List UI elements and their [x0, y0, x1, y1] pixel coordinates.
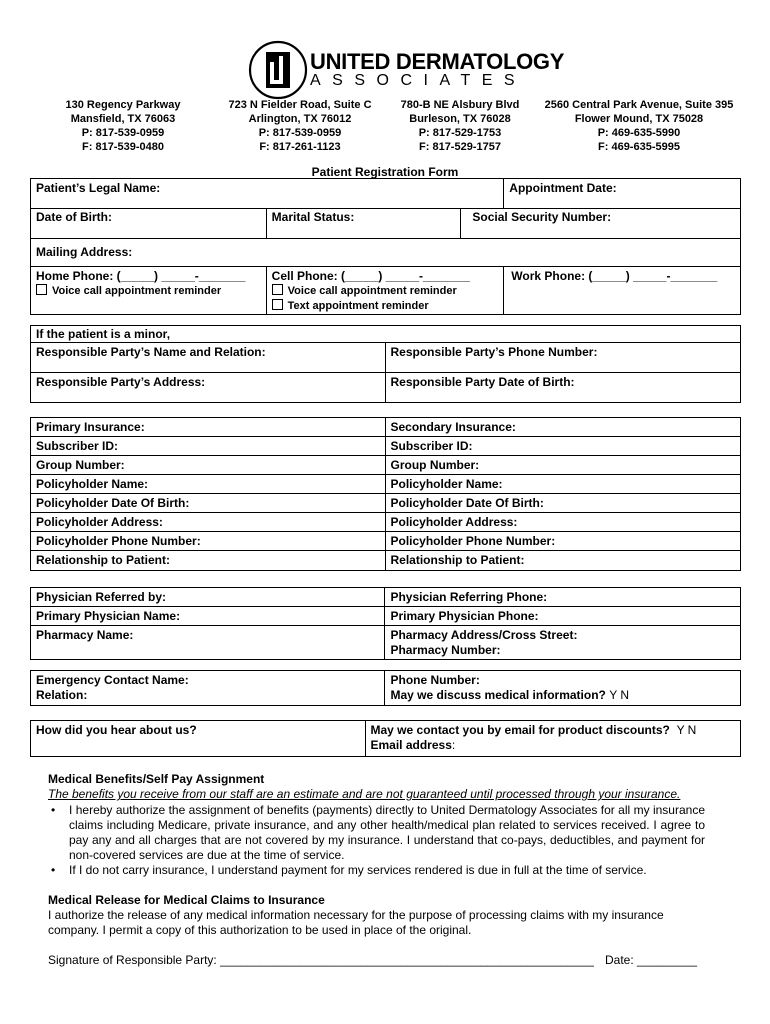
marital-status-field[interactable]: Marital Status: — [266, 209, 461, 239]
responsible-party-phone-field[interactable]: Responsible Party’s Phone Number: — [385, 343, 741, 373]
primary-relationship-field[interactable]: Relationship to Patient: — [31, 551, 386, 571]
location-arlington: 723 N Fielder Road, Suite C Arlington, TX 76012 P: 817-539-0959 F: 817-261-1123 — [228, 99, 372, 153]
secondary-subscriber-id-field[interactable]: Subscriber ID: — [385, 437, 741, 456]
emergency-contact-table — [30, 670, 741, 706]
primary-physician-phone-field[interactable]: Primary Physician Phone: — [385, 607, 741, 626]
email-address-field[interactable]: Email address: — [370, 738, 456, 752]
secondary-insurance-field[interactable]: Secondary Insurance: — [385, 418, 741, 437]
responsible-party-table — [30, 325, 741, 403]
mailing-address-field[interactable]: Mailing Address: — [31, 239, 741, 267]
pharmacy-name-field[interactable]: Pharmacy Name: — [31, 626, 385, 660]
insurance-table — [30, 417, 741, 571]
date-of-birth-field[interactable]: Date of Birth: — [31, 209, 267, 239]
primary-policyholder-dob-field[interactable]: Policyholder Date Of Birth: — [31, 494, 386, 513]
emergency-right-cell[interactable] — [385, 671, 741, 706]
checkbox[interactable] — [272, 284, 283, 295]
emergency-left-cell[interactable] — [31, 671, 385, 706]
discuss-yes-no-options[interactable]: Y N — [609, 688, 630, 702]
release-text: I authorize the release of any medical information necessary for the purpose of processing claims with my insurance company. I permit a copy of this authorization to be used in place of the original. — [48, 908, 664, 937]
location-mansfield: 130 Regency Parkway Mansfield, TX 76063 P: 817-539-0959 F: 817-539-0480 — [65, 99, 181, 153]
primary-policyholder-address-field[interactable]: Policyholder Address: — [31, 513, 386, 532]
patient-legal-name-field[interactable]: Patient’s Legal Name: — [31, 179, 504, 209]
emergency-contact-name-field[interactable]: Emergency Contact Name: — [36, 673, 189, 687]
pharmacy-number-field[interactable]: Pharmacy Number: — [390, 643, 501, 657]
primary-physician-name-field[interactable]: Primary Physician Name: — [31, 607, 385, 626]
secondary-policyholder-address-field[interactable]: Policyholder Address: — [385, 513, 741, 532]
home-phone-cell[interactable] — [31, 267, 267, 315]
secondary-policyholder-dob-field[interactable]: Policyholder Date Of Birth: — [385, 494, 741, 513]
emergency-relation-field[interactable]: Relation: — [36, 688, 88, 702]
benefits-heading: Medical Benefits/Self Pay Assignment — [48, 772, 265, 786]
primary-insurance-field[interactable]: Primary Insurance: — [31, 418, 386, 437]
benefits-bullet-self-pay: • If I do not carry insurance, I understand payment for my services rendered is due in full at the time of service. — [48, 863, 705, 878]
secondary-relationship-field[interactable]: Relationship to Patient: — [385, 551, 741, 571]
physician-referring-phone-field[interactable]: Physician Referring Phone: — [385, 588, 741, 607]
location-flower-mound: 2560 Central Park Avenue, Suite 395 Flower Mound, TX 75028 P: 469-635-5990 F: 469-635-5995 — [544, 99, 734, 153]
release-heading: Medical Release for Medical Claims to Insurance — [48, 893, 325, 907]
checkbox[interactable] — [36, 284, 47, 295]
brand-subtitle: ASSOCIATES — [310, 72, 527, 89]
discuss-medical-info-question[interactable]: May we discuss medical information? Y N — [390, 688, 630, 702]
responsible-party-dob-field[interactable]: Responsible Party Date of Birth: — [385, 373, 741, 403]
signature-date-line[interactable]: Date: _________ — [605, 953, 698, 967]
physician-referred-by-field[interactable]: Physician Referred by: — [31, 588, 385, 607]
location-burleson: 780-B NE Alsbury Blvd Burleson, TX 76028 P: 817-529-1753 F: 817-529-1757 — [400, 99, 520, 153]
patient-info-table — [30, 178, 741, 315]
form-title: Patient Registration Form — [311, 165, 459, 179]
cell-phone-field[interactable]: Cell Phone: (_____) _____-_______ — [271, 269, 470, 283]
secondary-policyholder-phone-field[interactable]: Policyholder Phone Number: — [385, 532, 741, 551]
secondary-policyholder-name-field[interactable]: Policyholder Name: — [385, 475, 741, 494]
how-did-you-hear-field[interactable]: How did you hear about us? — [31, 721, 366, 757]
emergency-phone-field[interactable]: Phone Number: — [390, 673, 480, 687]
cell-voice-reminder[interactable]: Voice call appointment reminder — [272, 284, 499, 299]
checkbox[interactable] — [272, 299, 283, 310]
cell-text-reminder[interactable]: Text appointment reminder — [272, 299, 499, 314]
benefits-bullet-assignment: • I hereby authorize the assignment of benefits (payments) directly to United Dermatology Associates for all my insurance claims including Medicare, private insurance, and any other health/medical plan related to services received. I agree to pay any and all charges that are not covered by my insurance. I understand that co-pays, deductibles, and payment for non-covered services are due at the time of service. — [48, 803, 705, 863]
ssn-field[interactable]: Social Security Number: — [461, 209, 741, 239]
primary-group-number-field[interactable]: Group Number: — [31, 456, 386, 475]
pharmacy-address-field[interactable]: Pharmacy Address/Cross Street: — [390, 628, 578, 642]
minor-intro: If the patient is a minor, — [31, 326, 741, 343]
physician-table — [30, 587, 741, 660]
brand-name: UNITED DERMATOLOGY — [310, 49, 565, 74]
signature-line[interactable]: Signature of Responsible Party: ________________________________________________________ — [48, 953, 594, 967]
referral-table — [30, 720, 741, 757]
email-yes-no-options[interactable]: Y N — [676, 723, 697, 737]
cell-phone-cell[interactable] — [266, 267, 504, 315]
primary-subscriber-id-field[interactable]: Subscriber ID: — [31, 437, 386, 456]
company-logo-emblem — [248, 40, 308, 100]
home-phone-field[interactable]: Home Phone: (_____) _____-_______ — [36, 269, 246, 283]
home-voice-reminder[interactable]: Voice call appointment reminder — [36, 284, 261, 299]
email-contact-cell[interactable] — [365, 721, 741, 757]
responsible-party-address-field[interactable]: Responsible Party’s Address: — [31, 373, 386, 403]
work-phone-field[interactable]: Work Phone: (_____) _____-_______ — [504, 267, 741, 315]
appointment-date-field[interactable]: Appointment Date: — [504, 179, 741, 209]
email-discount-question[interactable]: May we contact you by email for product discounts? Y N — [370, 723, 697, 737]
benefits-bullets — [48, 803, 705, 878]
primary-policyholder-phone-field[interactable]: Policyholder Phone Number: — [31, 532, 386, 551]
secondary-group-number-field[interactable]: Group Number: — [385, 456, 741, 475]
pharmacy-details-cell[interactable] — [385, 626, 741, 660]
benefits-disclaimer: The benefits you receive from our staff are an estimate and are not guaranteed until processed through your insurance. — [48, 787, 681, 801]
primary-policyholder-name-field[interactable]: Policyholder Name: — [31, 475, 386, 494]
responsible-party-name-field[interactable]: Responsible Party’s Name and Relation: — [31, 343, 386, 373]
